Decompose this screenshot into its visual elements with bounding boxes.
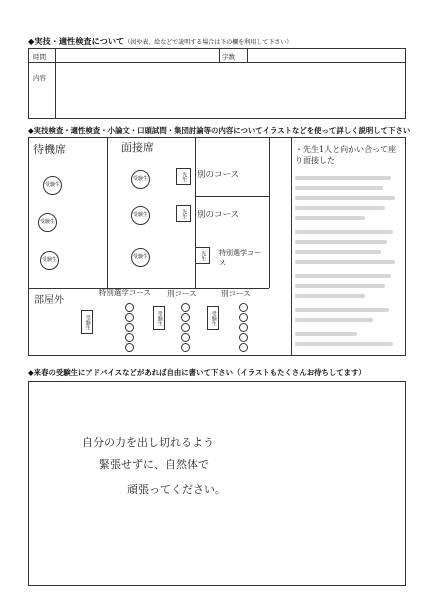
- queue-1: [125, 303, 134, 352]
- advice-line-2: 緊張せずに、自然体で: [99, 458, 209, 471]
- teacher-3: 先生: [195, 247, 210, 264]
- queue-2: [181, 303, 190, 352]
- other-course-label-1: 別のコース: [197, 170, 240, 180]
- corridor-other-label-2: 別コース: [221, 289, 251, 298]
- section1-note: （図や表、絵などで説明する場合は下の欄を利用して下さい）: [124, 39, 293, 46]
- corridor-other-label-1: 別コース: [167, 289, 197, 298]
- examinee-waiting-3: 受験生: [40, 251, 59, 270]
- outside-label: 部屋外: [34, 295, 64, 306]
- queue-3: [239, 303, 248, 352]
- label-time: 時間: [33, 53, 46, 61]
- notes-first-line: ・先生1人と向かい合って座り面接した: [295, 145, 397, 165]
- section2-title: ◆実技検査・適性検査・小論文・口頭試問・集団討論等の内容についてイラストなどを使って詳しく説明して下さい: [28, 126, 411, 135]
- waiting-room-label: 待機席: [33, 143, 66, 156]
- examinee-corridor-3: 受験生: [207, 306, 219, 330]
- special-course-label: 特別選学コース: [219, 249, 261, 267]
- section1-table: [28, 48, 406, 119]
- examinee-waiting-2: 受験生: [38, 213, 57, 232]
- examinee-interview-3: 受験生: [131, 248, 150, 267]
- examinee-corridor-2: 受験生: [153, 306, 165, 330]
- examinee-interview-2: 受験生: [131, 206, 150, 225]
- teacher-2: 先生: [176, 205, 191, 222]
- label-content: 内容: [33, 74, 46, 82]
- section3-title: ◆来春の受験生にアドバイスなどがあれば自由に書いて下さい（イラストもたくさんお待ちしてます）: [28, 368, 366, 377]
- section1-title: ◆実技・適性検査について（図や表、絵などで説明する場合は下の欄を利用して下さい）: [28, 36, 293, 46]
- examinee-waiting-1: 受験生: [43, 176, 62, 195]
- advice-line-3: 頑張ってください。: [127, 483, 226, 496]
- advice-line-1: 自分の力を出し切れるよう: [82, 436, 214, 449]
- section2-box: [28, 137, 406, 356]
- teacher-1: 先生: [176, 168, 191, 185]
- notes-obscured: [295, 172, 401, 346]
- label-chars: 字数: [222, 53, 235, 61]
- examinee-corridor-1: 受験生: [81, 310, 93, 334]
- corridor-special-label: 特別選学コース: [98, 288, 152, 297]
- interview-room-label: 面接席: [121, 141, 154, 154]
- section3-box: [28, 381, 406, 586]
- other-course-label-2: 別のコース: [197, 210, 240, 220]
- examinee-interview-1: 受験生: [131, 170, 150, 189]
